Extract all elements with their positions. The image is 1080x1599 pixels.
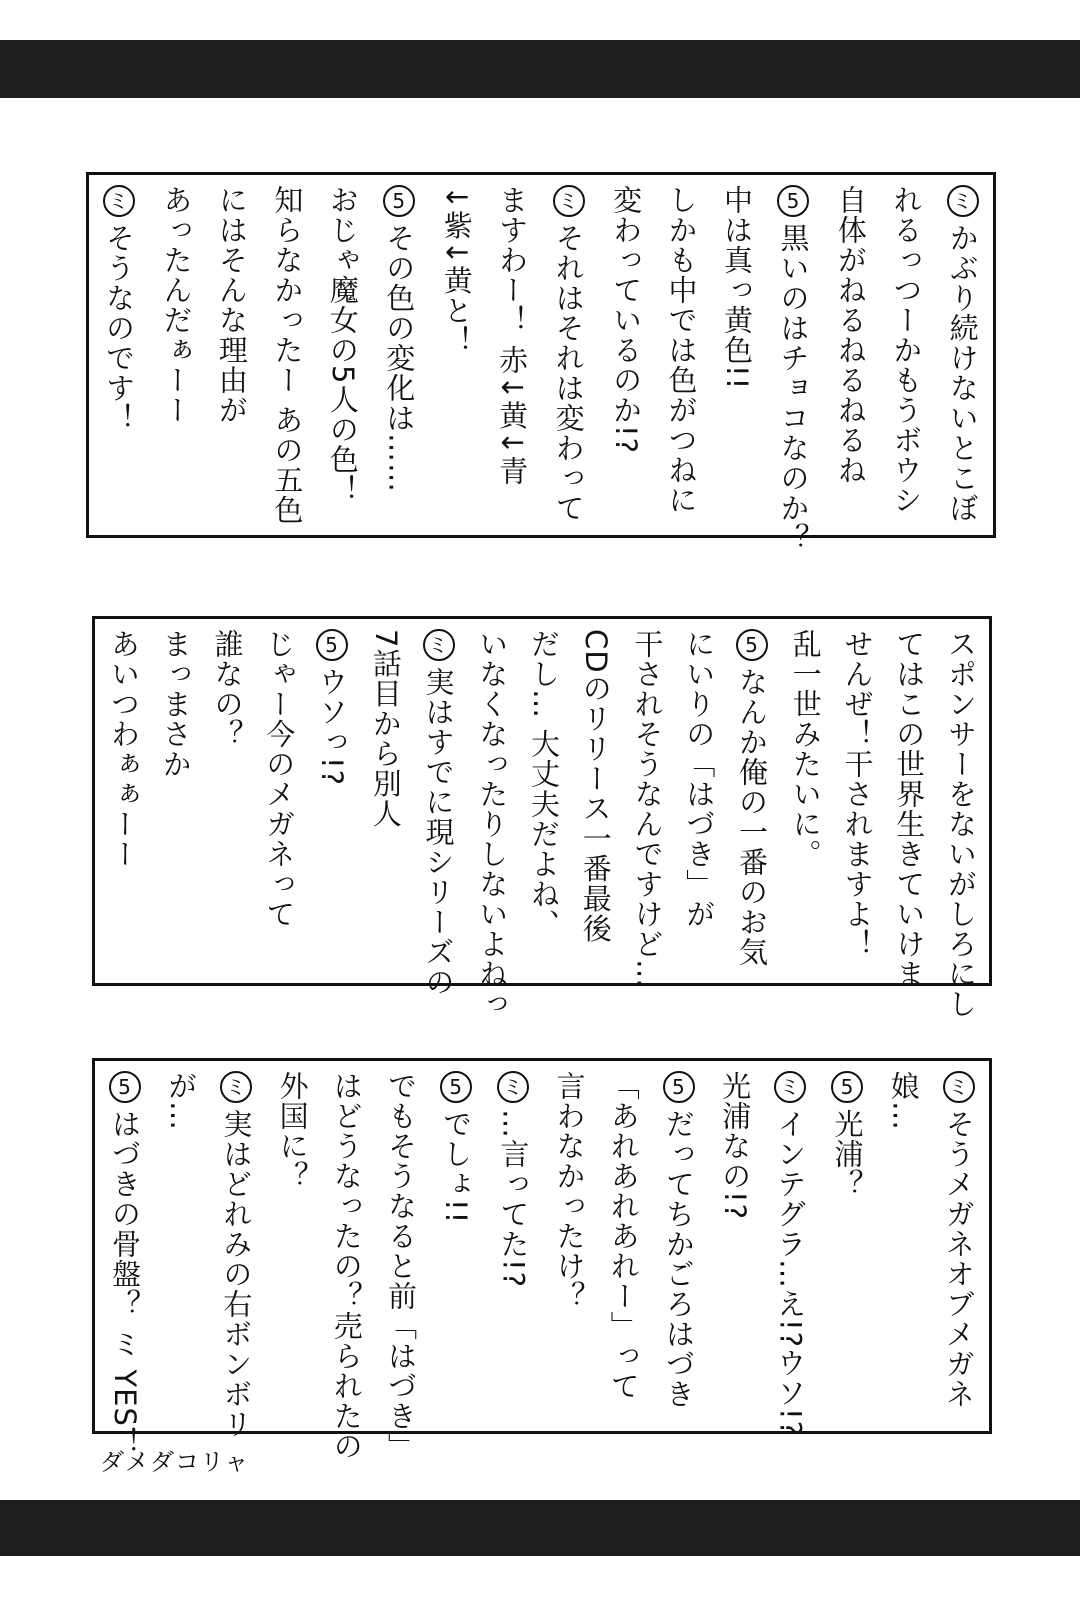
speaker-marker-icon: 5 — [831, 1071, 863, 1103]
line-text: あいつわぁぁーー — [107, 629, 141, 869]
text-column — [578, 629, 613, 944]
text-column — [316, 629, 348, 786]
line-text: 乱一世みたいに。 — [788, 629, 823, 869]
text-panel-3 — [92, 1058, 992, 1461]
text-column — [553, 185, 585, 523]
line-text: いなくなったりしないよねっ — [475, 629, 510, 1019]
panel-3-columns — [108, 1071, 976, 1461]
text-column — [440, 1071, 472, 1224]
text-column — [270, 185, 305, 526]
line-text: はどうなったの？売られたの — [329, 1071, 364, 1461]
text-column — [214, 185, 249, 425]
text-column — [736, 629, 768, 967]
text-column — [840, 629, 875, 959]
line-text: じゃー今のメガネって — [262, 629, 297, 929]
speaker-marker-icon: ミ — [103, 185, 135, 217]
text-column — [889, 185, 924, 515]
line-text: 実はどれみの右ボンボリ — [219, 1109, 254, 1439]
line-text: だし… 大丈夫だよね、 — [527, 629, 561, 940]
text-column — [788, 629, 823, 869]
text-column — [108, 1071, 142, 1457]
text-column — [833, 185, 868, 485]
line-text: ウソっ!? — [315, 667, 349, 787]
text-column — [831, 1071, 863, 1199]
speaker-marker-icon: 5 — [777, 185, 809, 217]
speaker-marker-icon: 5 — [109, 1071, 141, 1103]
text-column — [682, 629, 717, 929]
text-column — [475, 629, 510, 1019]
speaker-marker-icon: 5 — [736, 629, 768, 661]
text-column — [325, 185, 360, 505]
text-column — [527, 629, 561, 940]
line-text: そうなのです！ — [102, 223, 136, 433]
speaker-marker-icon: 5 — [316, 629, 348, 661]
line-text: れるっつーかもうボウシ — [889, 185, 924, 515]
speaker-marker-icon: ミ — [553, 185, 585, 217]
text-column — [630, 629, 665, 989]
text-panel-1 — [86, 172, 996, 553]
line-text: そうメガネオブメガネ — [941, 1109, 976, 1409]
text-column — [383, 185, 415, 493]
text-column — [552, 1071, 587, 1311]
line-text: インテグラ…え!?ウソ!? — [773, 1109, 808, 1438]
line-text: せんぜ！干されますよ！ — [840, 629, 875, 959]
text-column — [219, 1071, 254, 1439]
text-column — [159, 185, 194, 425]
line-text: …言ってた!? — [496, 1109, 531, 1289]
line-text: てはこの世界生きていけま — [892, 629, 927, 989]
line-text: 誰なの？ — [210, 629, 245, 749]
text-column — [886, 1071, 921, 1131]
line-text: でしょ!! — [439, 1109, 474, 1225]
text-panel-2 — [92, 616, 992, 1019]
line-text: あったんだぁーー — [159, 185, 194, 425]
line-text: が… — [164, 1071, 199, 1131]
speaker-marker-icon: 5 — [440, 1071, 472, 1103]
text-column — [164, 1071, 199, 1131]
text-column — [944, 629, 978, 1019]
line-text: 娘… — [886, 1071, 921, 1131]
text-column — [773, 1071, 808, 1438]
text-column — [719, 185, 754, 391]
text-column — [421, 629, 456, 997]
line-text: まっまさか — [158, 629, 193, 779]
text-column — [210, 629, 245, 749]
speaker-marker-icon: 5 — [663, 1071, 695, 1103]
text-column — [329, 1071, 364, 1461]
line-text: スポンサーをないがしろにし — [944, 629, 978, 1019]
line-text: なんか俺の一番のお気 — [735, 667, 769, 967]
text-column — [158, 629, 193, 779]
bottom-black-band — [0, 1500, 1080, 1556]
text-column — [368, 629, 403, 829]
speaker-marker-icon: ミ — [947, 185, 979, 217]
line-text: おじゃ魔女の5人の色！ — [325, 185, 360, 505]
line-text: ↓紫↓黄と！ — [439, 185, 474, 356]
text-column — [262, 629, 297, 929]
text-column — [664, 185, 699, 515]
speaker-marker-icon: ミ — [497, 1071, 529, 1103]
text-column — [776, 185, 811, 553]
text-column — [892, 629, 927, 989]
text-column — [718, 1071, 753, 1221]
line-text: CDのリリース一番最後 — [578, 629, 613, 944]
line-text: 自体がねるねるねるね — [833, 185, 868, 485]
text-column — [609, 185, 644, 455]
line-text: 7話目から別人 — [368, 629, 403, 829]
speaker-marker-icon: ミ — [220, 1071, 252, 1103]
line-text: 知らなかったー あの五色 — [270, 185, 305, 526]
line-text: 実はすでに現シリーズの — [421, 667, 456, 997]
line-text: ますわー！ 赤↓黄↓青 — [495, 185, 530, 486]
text-column — [495, 185, 530, 486]
line-text: はづきの骨盤？ ミ YES！ — [108, 1109, 142, 1457]
line-text: しかも中では色がつねに — [664, 185, 699, 515]
line-text: にいりの「はづき」が — [682, 629, 717, 929]
line-text: でもそうなると前「はづき」 — [383, 1071, 418, 1461]
text-column — [943, 1071, 975, 1409]
line-text: 光浦？ — [830, 1109, 865, 1199]
line-text: 言わなかったけ？ — [552, 1071, 587, 1311]
text-column — [383, 1071, 418, 1461]
speaker-marker-icon: ミ — [423, 629, 455, 661]
footer-note: ダメダコリャ — [100, 1448, 250, 1476]
line-text: かぶり続けないとこぼ — [945, 223, 980, 523]
top-black-band — [0, 40, 1080, 98]
text-column — [103, 185, 135, 433]
line-text: だってちかごろはづき — [661, 1109, 696, 1409]
text-column — [107, 629, 141, 869]
panel-1-columns — [102, 185, 980, 553]
line-text: 光浦なの!? — [718, 1071, 753, 1221]
speaker-marker-icon: ミ — [774, 1071, 806, 1103]
line-text: 「あれあれあれー」って — [606, 1071, 641, 1401]
text-column — [947, 185, 979, 523]
line-text: その色の変化は…… — [382, 223, 417, 493]
line-text: 変わっているのか!? — [609, 185, 644, 455]
speaker-marker-icon: ミ — [943, 1071, 975, 1103]
line-text: 干されそうなんですけど… — [630, 629, 665, 989]
speaker-marker-icon: 5 — [383, 185, 415, 217]
line-text: 中は真っ黄色!! — [719, 185, 754, 391]
text-column — [663, 1071, 695, 1409]
line-text: 外国に？ — [275, 1071, 310, 1191]
line-text: 黒いのはチョコなのか？ — [776, 223, 811, 553]
line-text: それはそれは変わって — [551, 223, 586, 523]
line-text: にはそんな理由が — [214, 185, 249, 425]
panel-2-columns — [107, 629, 978, 1019]
text-column — [606, 1071, 641, 1401]
text-column — [439, 185, 474, 356]
text-column — [275, 1071, 310, 1191]
text-column — [497, 1071, 529, 1288]
